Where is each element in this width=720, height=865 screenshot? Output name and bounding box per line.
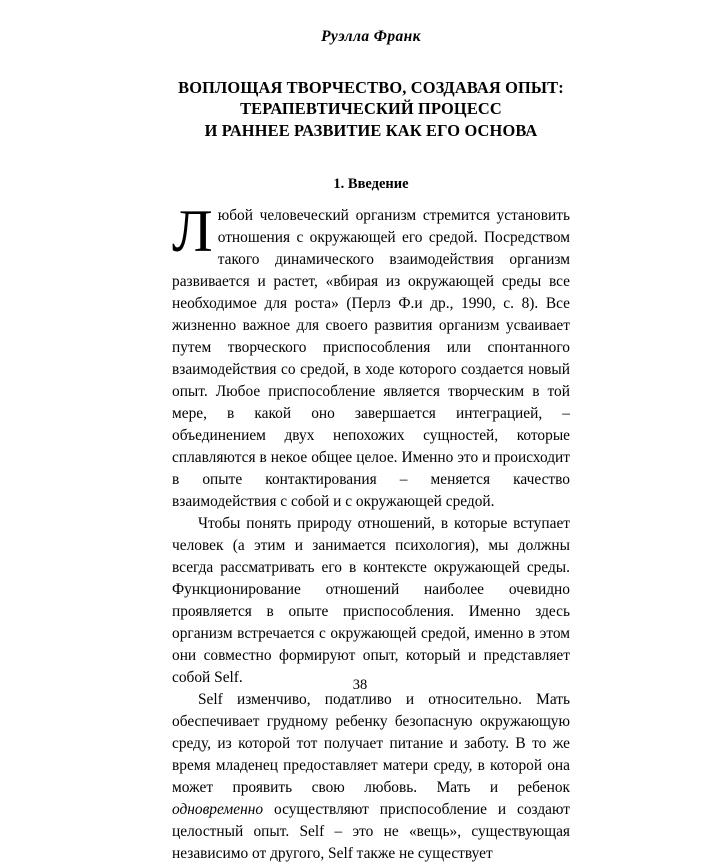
- section-heading-introduction: 1. Введение: [333, 176, 409, 193]
- article-title-line-2: ТЕРАПЕВТИЧЕСКИЙ ПРОЦЕСС: [240, 99, 502, 119]
- article-title: [172, 77, 570, 142]
- article-title-line-3: И РАННЕЕ РАЗВИТИЕ КАК ЕГО ОСНОВА: [204, 121, 538, 141]
- running-head-author: Руэлла Франк: [321, 28, 421, 45]
- paragraph-3-text-part-1: Self изменчиво, податливо и относительно. Мать обеспечивает грудному ребенку безопасную окружающую среду, из которой тот получает питание и заботу. В то же время младенец предоставляет матери среду, в которой она может проявить свою любовь. Мать и ребенок: [172, 691, 570, 797]
- page-content: [172, 28, 570, 865]
- paragraph-3: [172, 689, 570, 865]
- page-number: 38: [352, 677, 368, 693]
- article-title-line-1: ВОПЛОЩАЯ ТВОРЧЕСТВО, СОЗДАВАЯ ОПЫТ:: [178, 77, 564, 97]
- paragraph-1: [172, 198, 570, 513]
- paragraph-1-text: юбой человеческий организм стремится установить отношения с окружающей его средой. Посредством такого динамического взаимодействия организм развивается и растет, «вбирая из окружающей среды все необходимое для роста» (Перлз Ф.и др., 1990, с. 8). Все жизненно важное для своего развития организм усваивает путем творческого приспособления или спонтанного взаимодействия со средой, в ходе которого создается новый опыт. Любое приспособление является творческим в той мере, в какой оно завершается интеграцией, – объединением двух непохожих сущностей, которые сплавляются в некое общее целое. Именно это и происходит в опыте контактирования – меняется качество взаимодействия с собой и с окружающей средой.: [172, 207, 570, 511]
- drop-cap-letter: Л: [172, 198, 213, 265]
- paragraph-3-text-part-2: осуществляют приспособление и создают целостный опыт. Self – это не «вещь», существующая независимо от другого, Self также не существует: [172, 801, 570, 863]
- paragraph-2: Чтобы понять природу отношений, в которые вступает человек (а этим и занимается психология), мы должны всегда рассматривать его в контексте окружающей среды. Функционирование отношений наиболее очевидно проявляется в опыте приспособления. Именно здесь организм встречается с окружающей средой, именно в этом они совместно формируют опыт, который и представляет собой Self.: [172, 515, 570, 687]
- paragraph-3-emphasis: одновременно: [172, 801, 264, 819]
